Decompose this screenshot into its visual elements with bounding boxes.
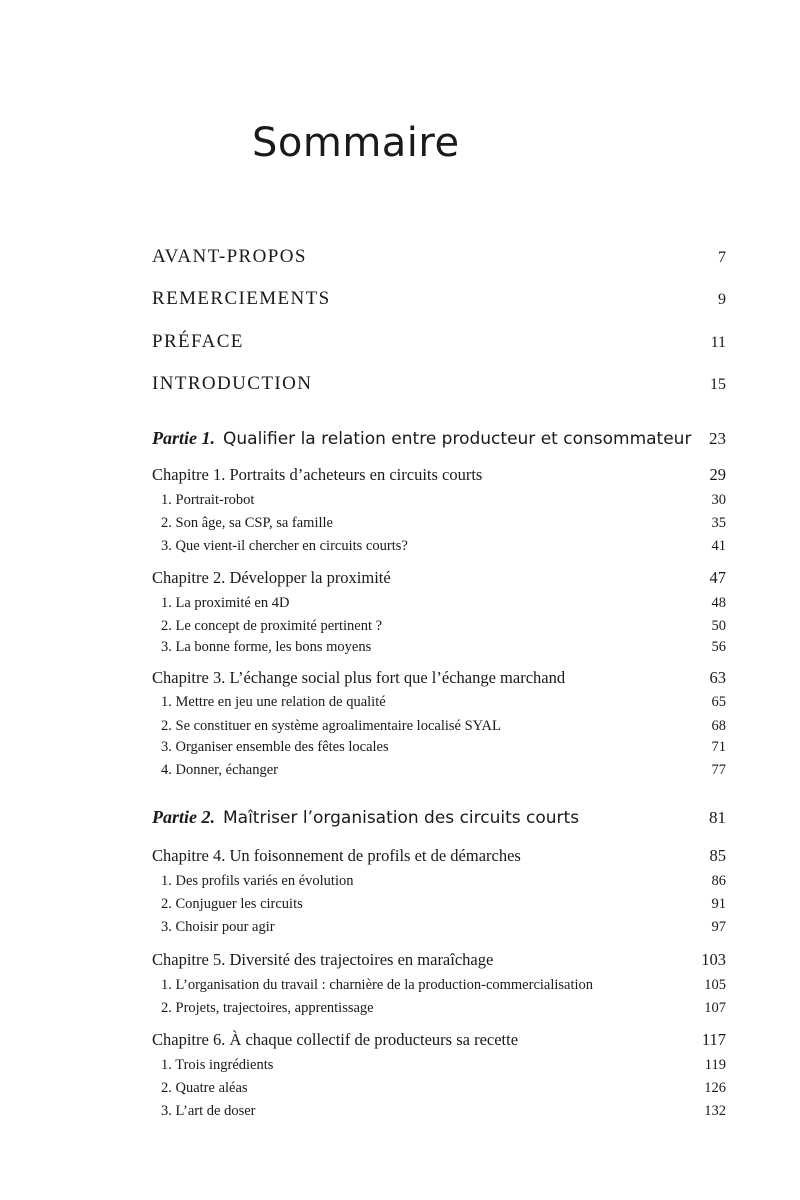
toc-page-number: 23: [709, 429, 726, 448]
toc-section-title: 1. L’organisation du travail : charnière de la production-commercialisation: [161, 977, 594, 993]
toc-section-title: 3. Choisir pour agir: [161, 919, 275, 935]
toc-page-number: 77: [711, 762, 726, 778]
toc-part-title: Maîtriser l’organisation des circuits courts: [223, 808, 580, 828]
toc-chapter-6[interactable]: [152, 1030, 726, 1050]
toc-page-number: 68: [711, 718, 726, 734]
toc-section-title: 3. La bonne forme, les bons moyens: [161, 639, 372, 655]
toc-section[interactable]: [161, 492, 726, 509]
toc-section-title: 3. L’art de doser: [161, 1103, 256, 1119]
toc-front-preface[interactable]: [152, 331, 726, 353]
toc-section-title: 2. Son âge, sa CSP, sa famille: [161, 515, 333, 531]
toc-page-number: 15: [710, 376, 726, 393]
toc-section[interactable]: [161, 762, 726, 779]
toc-section[interactable]: [161, 538, 726, 555]
toc-front-remerciements[interactable]: [152, 288, 726, 310]
toc-chapter-4[interactable]: [152, 846, 726, 866]
toc-page-number: 41: [711, 538, 726, 554]
toc-section[interactable]: [161, 515, 726, 532]
toc-page-number: 119: [704, 1057, 726, 1073]
toc-label: INTRODUCTION: [152, 373, 313, 394]
toc-chapter-title: Chapitre 1. Portraits d’acheteurs en circuits courts: [152, 465, 483, 484]
toc-part-heading: [152, 807, 579, 828]
toc-page-number: 85: [709, 846, 726, 865]
toc-section[interactable]: [161, 639, 726, 656]
toc-page-number: 35: [711, 515, 726, 531]
toc-page-number: 63: [709, 668, 726, 687]
toc-section[interactable]: [161, 873, 726, 890]
toc-label: AVANT-PROPOS: [152, 246, 307, 267]
toc-page-number: 86: [711, 873, 726, 889]
toc-part-heading: [152, 428, 691, 449]
toc-page-number: 48: [711, 595, 726, 611]
toc-chapter-title: Chapitre 2. Développer la proximité: [152, 568, 391, 587]
toc-section[interactable]: [161, 1080, 726, 1097]
toc-page-number: 47: [709, 568, 726, 587]
toc-page-number: 107: [704, 1000, 726, 1016]
toc-front-avant-propos[interactable]: [152, 246, 726, 268]
toc-chapter-title: Chapitre 3. L’échange social plus fort que l’échange marchand: [152, 668, 566, 687]
toc-section-title: 2. Le concept de proximité pertinent ?: [161, 618, 383, 634]
toc-page-number: 7: [718, 249, 726, 266]
toc-page-number: 9: [718, 291, 726, 308]
toc-section-title: 1. Portrait-robot: [161, 492, 255, 508]
toc-front-introduction[interactable]: [152, 373, 726, 395]
toc-section[interactable]: [161, 694, 726, 711]
toc-page-number: 117: [701, 1030, 726, 1049]
toc-section-title: 1. Trois ingrédients: [161, 1057, 274, 1073]
toc-page-number: 103: [701, 950, 726, 969]
toc-page-number: 29: [709, 465, 726, 484]
toc-page-number: 126: [704, 1080, 726, 1096]
toc-section[interactable]: [161, 919, 726, 936]
toc-section-title: 3. Que vient-il chercher en circuits courts?: [161, 538, 408, 554]
toc-section[interactable]: [161, 618, 726, 635]
toc-section-title: 2. Se constituer en système agroalimentaire localisé SYAL: [161, 718, 501, 734]
toc-section[interactable]: [161, 1000, 726, 1017]
toc-chapter-2[interactable]: [152, 568, 726, 588]
toc-page-number: 71: [711, 739, 726, 755]
toc-page-number: 97: [711, 919, 726, 935]
toc-chapter-3[interactable]: [152, 668, 726, 688]
toc-section[interactable]: [161, 1057, 726, 1074]
toc-part-1[interactable]: [152, 428, 726, 449]
toc-chapter-title: Chapitre 5. Diversité des trajectoires en maraîchage: [152, 950, 494, 969]
toc-chapter-title: Chapitre 4. Un foisonnement de profils et de démarches: [152, 846, 521, 865]
toc-section[interactable]: [161, 896, 726, 913]
toc-section-title: 2. Projets, trajectoires, apprentissage: [161, 1000, 374, 1016]
toc-section[interactable]: [161, 739, 726, 756]
toc-page-number: 105: [704, 977, 726, 993]
toc-label: REMERCIEMENTS: [152, 288, 331, 309]
toc-section-title: 1. Mettre en jeu une relation de qualité: [161, 694, 386, 710]
toc-section-title: 2. Conjuguer les circuits: [161, 896, 303, 912]
toc-section[interactable]: [161, 718, 726, 735]
toc-section-title: 3. Organiser ensemble des fêtes locales: [161, 739, 389, 755]
toc-label: PRÉFACE: [152, 331, 244, 352]
toc-part-2[interactable]: [152, 807, 726, 828]
toc-page-number: 65: [711, 694, 726, 710]
toc-section[interactable]: [161, 595, 726, 612]
toc-page-number: 11: [710, 334, 726, 351]
toc-section-title: 1. La proximité en 4D: [161, 595, 290, 611]
toc-section-title: 1. Des profils variés en évolution: [161, 873, 354, 889]
toc-section[interactable]: [161, 1103, 726, 1120]
page-title: Sommaire: [252, 120, 460, 166]
toc-page-number: 81: [709, 808, 726, 827]
toc-page-number: 91: [711, 896, 726, 912]
toc-chapter-5[interactable]: [152, 950, 726, 970]
toc-part-title: Qualifier la relation entre producteur et consommateur: [223, 429, 692, 449]
toc-part-label: Partie 2.: [152, 807, 215, 827]
toc-part-label: Partie 1.: [152, 428, 215, 448]
toc-page-number: 50: [711, 618, 726, 634]
toc-page-number: 56: [711, 639, 726, 655]
toc-page-number: 132: [704, 1103, 726, 1119]
toc-chapter-title: Chapitre 6. À chaque collectif de producteurs sa recette: [152, 1030, 519, 1049]
toc-section-title: 2. Quatre aléas: [161, 1080, 248, 1096]
toc-chapter-1[interactable]: [152, 465, 726, 485]
toc-section-title: 4. Donner, échanger: [161, 762, 278, 778]
toc-page-number: 30: [711, 492, 726, 508]
toc-section[interactable]: [161, 977, 726, 994]
